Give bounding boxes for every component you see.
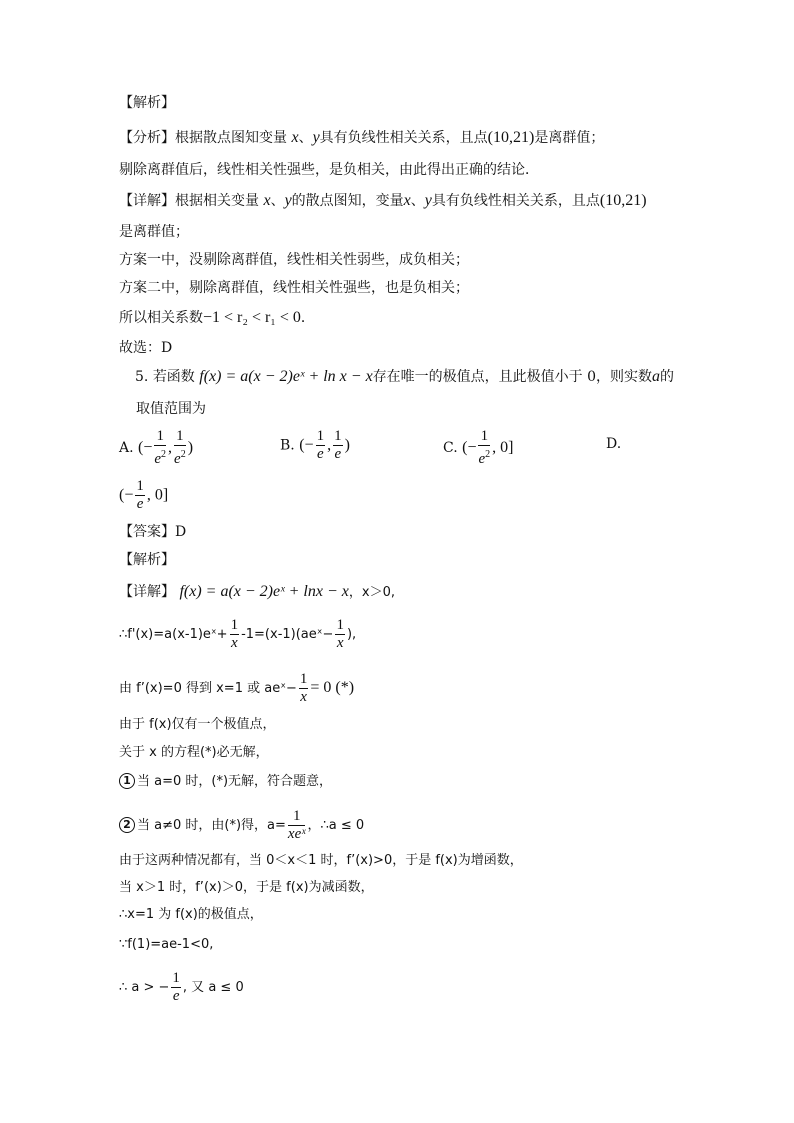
solution-function: 【详解】 f(x) = a(x − 2)eˣ + lnx − x，x＞0, [119,583,395,600]
analysis-heading: 【解析】 [119,95,175,111]
option-c: C. (− $\frac{1}{e^2}$ , 0] [443,428,514,467]
detail-line-1: 【详解】根据相关变量 x、y的散点图知，变量x、y具有负线性相关关系，且点(10,21) [119,192,647,209]
answer-tag: 【答案】 [119,524,175,540]
plan-one: 方案一中，没剔除离群值，线性相关性弱些，成负相关； [119,252,469,268]
function-expression: f(x) = a(x − 2)eˣ + ln x − x [199,368,373,385]
choose-line: 故选：D [119,340,173,356]
option-b: B. (− $\frac{1}{e}$ , $\frac{1}{e}$ ) [280,428,350,462]
analysis-line-2: 剔除离群值后，线性相关性强些，是负相关，由此得出正确的结论． [119,162,539,178]
option-a: A. (− $\frac{1}{e^2}$ , $\frac{1}{e^2}$ ) [119,428,194,467]
detail-line-2: 是离群值； [119,224,189,240]
question-number: 5. [135,369,149,385]
derivative-line: ∴f'(x)=a(x-1)eˣ+ $\frac{1}{x}$ -1=(x-1)(aeˣ− $\frac{1}{x}$ ), [119,617,357,651]
case-two: 2 当 a≠0 时，由(*)得，a= $\frac{1}{\text{xeˣ}}$ ，∴a ≤ 0 [119,808,364,843]
analysis-line-1: 【分析】根据散点图知变量 x、y具有负线性相关关系，且点(10,21)是离群值； [119,129,605,146]
plan-two: 方案二中，剔除离群值，线性相关性强些，也是负相关； [119,280,469,296]
solution-line-2: 关于 x 的方程(*)必无解， [119,745,269,760]
solution-line-6: ∵f(1)=ae-1<0, [119,937,214,952]
option-d-label: D. [606,436,622,452]
solution-line-1: 由于 f(x)仅有一个极值点， [119,717,276,732]
circled-one-icon: 1 [119,773,135,789]
solution-line-4: 当 x＞1 时，f’(x)＞0，于是 f(x)为减函数， [119,880,374,895]
coefficient-line: 所以相关系数−1 < r₂ < r₁ < 0． [119,309,315,326]
xiangjie-tag: 【详解】 [119,193,175,209]
solution-line-3: 由于这两种情况都有，当 0＜x＜1 时，f’(x)>0，于是 f(x)为增函数， [119,853,523,868]
question-5-stem-2: 取值范围为 [136,401,206,417]
answer-value: D [175,524,187,540]
fenxi-tag: 【分析】 [119,130,175,146]
question-5-stem: 5. 若函数 f(x) = a(x − 2)eˣ + ln x − x存在唯一的极值点，且此极值小于 0，则实数a的 [135,368,675,385]
zero-condition: 由 f’(x)=0 得到 x=1 或 aeˣ− $\frac{1}{x}$ = 0 (*) [119,671,355,705]
solution-line-5: ∴x=1 为 f(x)的极值点， [119,907,263,922]
option-d: (− $\frac{1}{e}$ , 0] [119,478,169,512]
case-one: 1 当 a=0 时，(*)无解，符合题意， [119,772,332,792]
answer-line [119,522,186,542]
solution-heading: 【解析】 [119,552,175,568]
solution-line-7: ∴ a > − $\frac{1}{e}$ , 又 a ≤ 0 [119,970,244,1004]
circled-two-icon: 2 [119,817,135,833]
